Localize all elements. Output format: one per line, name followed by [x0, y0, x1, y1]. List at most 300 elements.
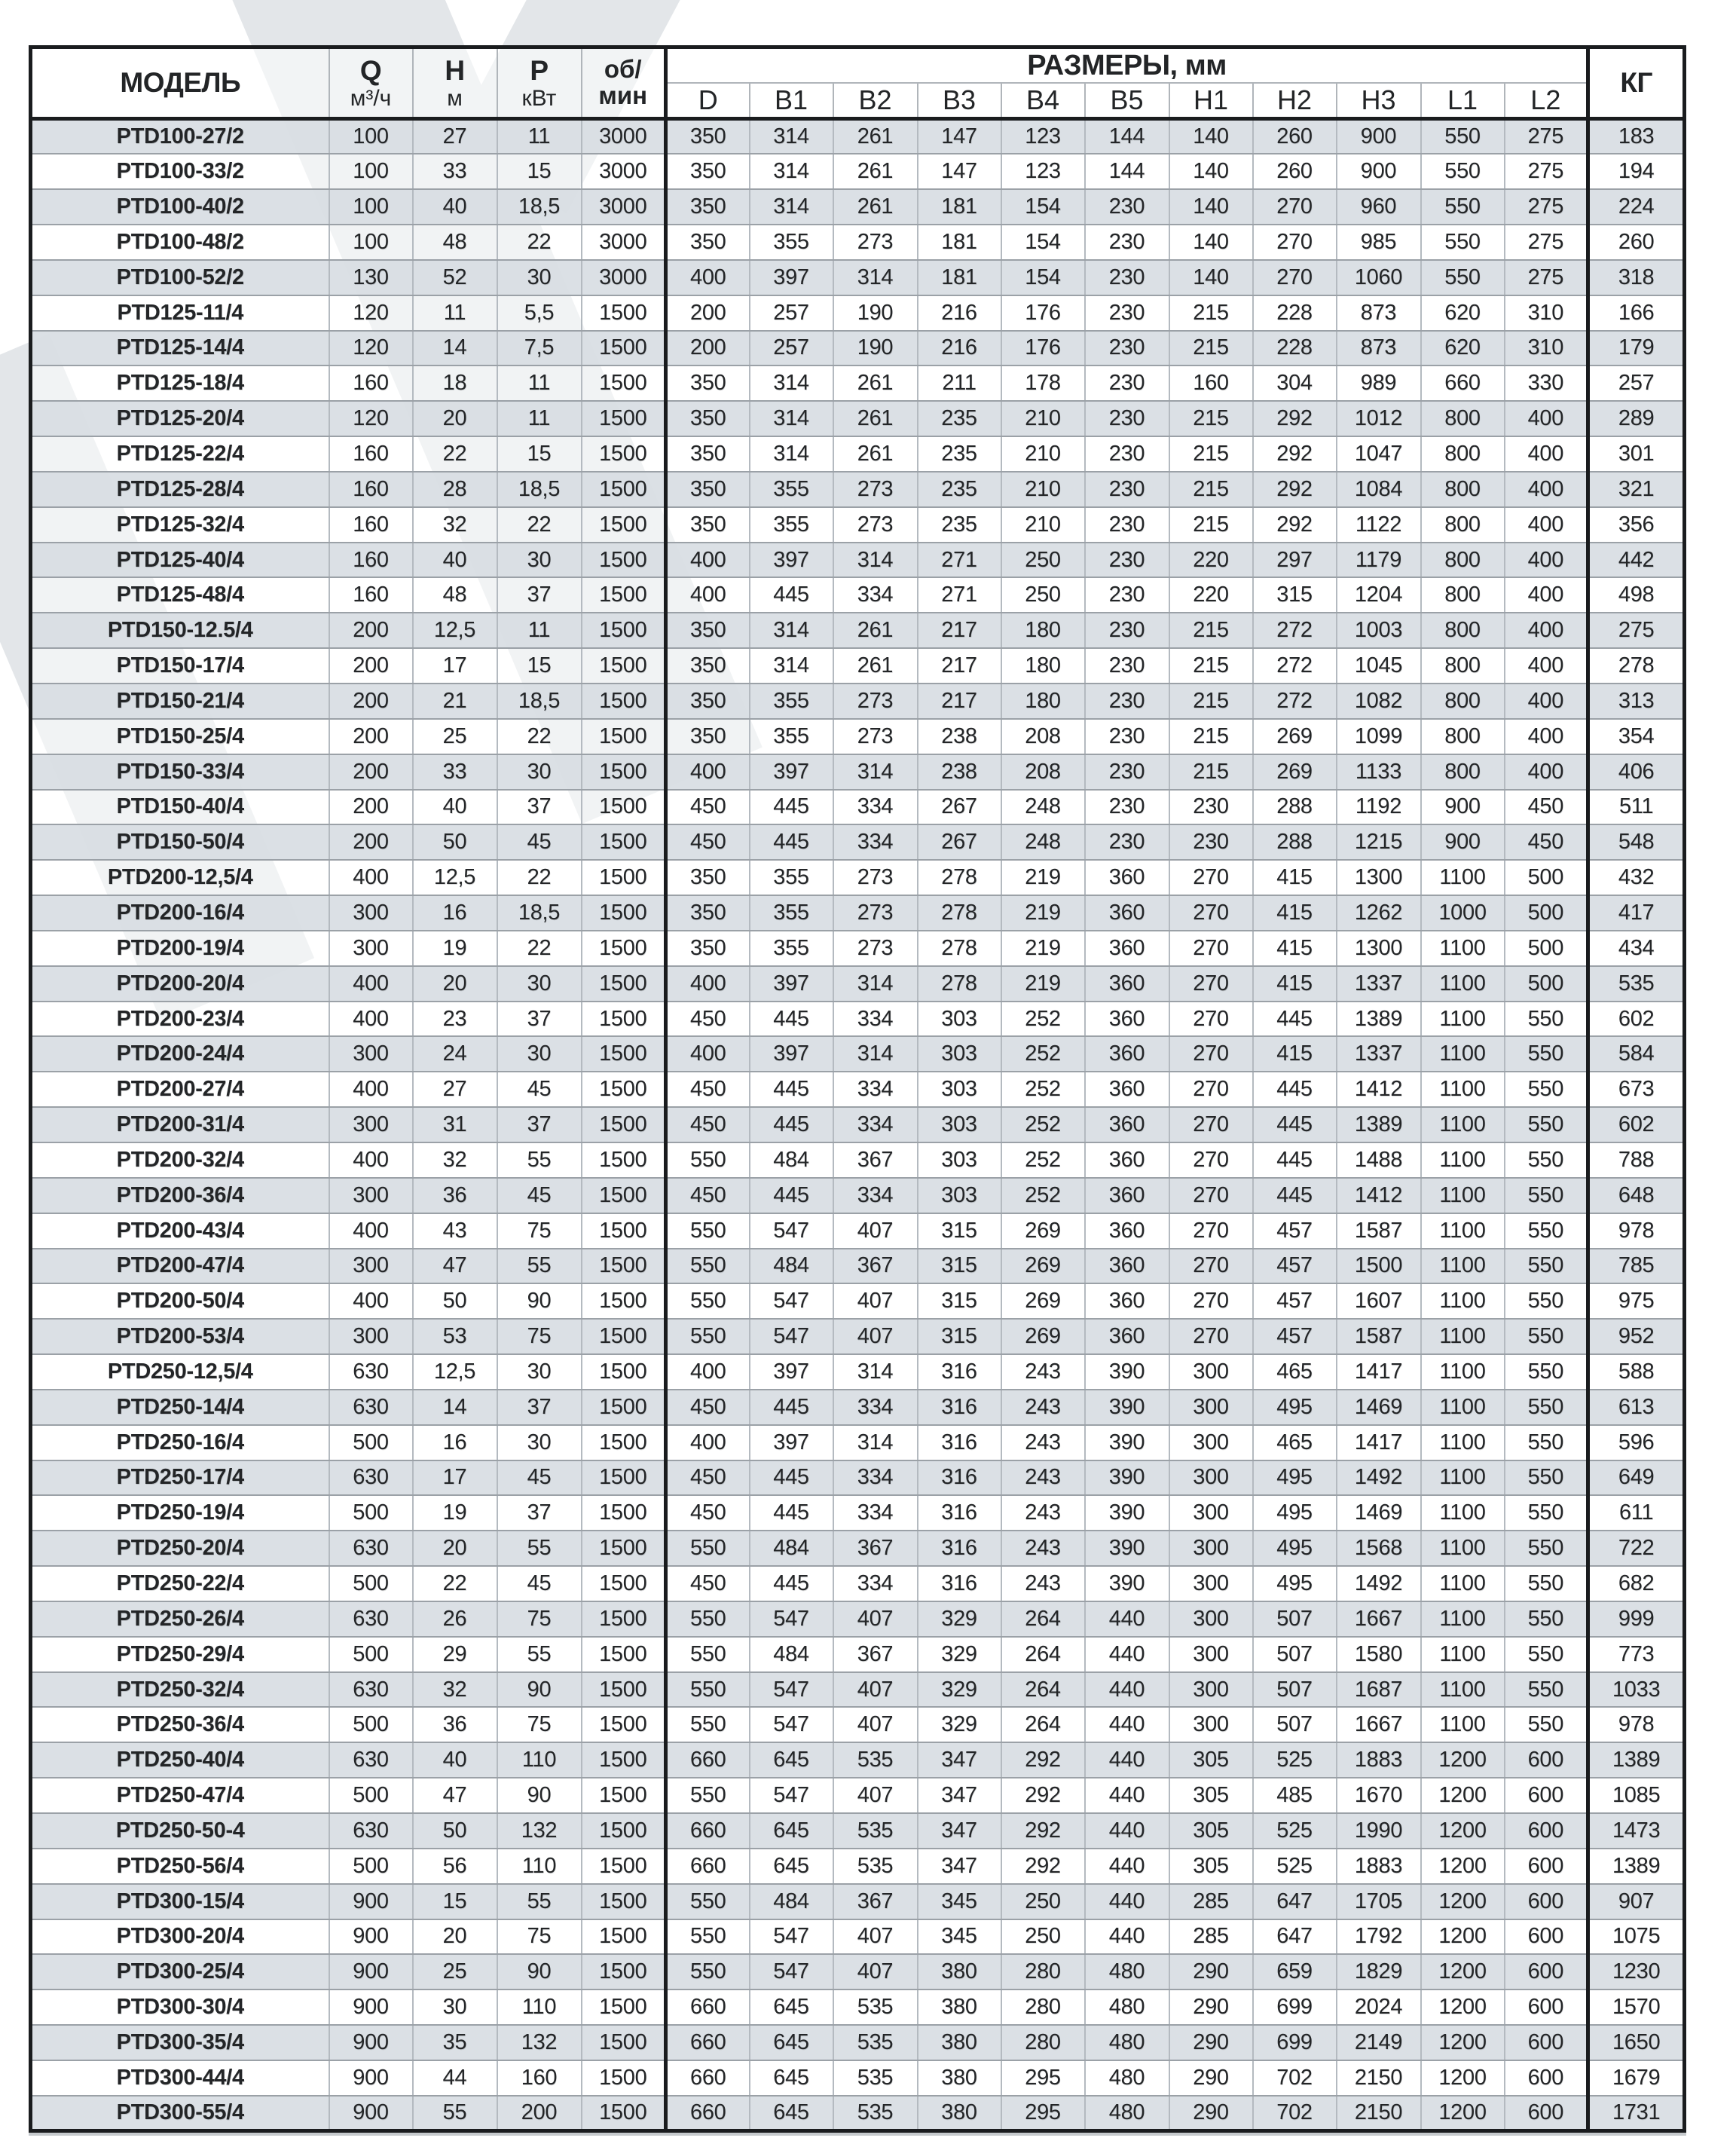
value-cell: 208: [1001, 754, 1085, 790]
value-cell: 547: [750, 1601, 833, 1637]
value-cell: 630: [329, 1354, 413, 1390]
value-cell: 15: [497, 436, 582, 472]
model-cell: PTD125-40/4: [31, 543, 329, 578]
value-cell: 445: [750, 1072, 833, 1107]
model-cell: PTD200-16/4: [31, 895, 329, 931]
value-cell: 415: [1253, 1036, 1337, 1072]
model-cell: PTD150-33/4: [31, 754, 329, 790]
value-cell: 645: [750, 1989, 833, 2025]
value-cell: 1670: [1337, 1778, 1421, 1813]
value-cell: 160: [329, 365, 413, 401]
value-cell: 500: [329, 1566, 413, 1601]
value-cell: 248: [1001, 824, 1085, 860]
value-cell: 1100: [1421, 1566, 1505, 1601]
value-cell: 390: [1085, 1354, 1169, 1390]
value-cell: 208: [1001, 719, 1085, 754]
value-cell: 20: [413, 1531, 497, 1566]
value-cell: 535: [833, 1849, 918, 1884]
value-cell: 270: [1169, 1213, 1253, 1249]
value-cell: 316: [918, 1460, 1001, 1496]
value-cell: 11: [413, 295, 497, 331]
model-cell: PTD125-14/4: [31, 331, 329, 366]
value-cell: 450: [666, 1460, 750, 1496]
value-cell: 350: [666, 401, 750, 436]
model-cell: PTD125-28/4: [31, 472, 329, 507]
value-cell: 290: [1169, 2025, 1253, 2060]
value-cell: 273: [833, 507, 918, 543]
value-cell: 550: [1505, 1354, 1588, 1390]
value-cell: 500: [329, 1425, 413, 1460]
value-cell: 316: [918, 1390, 1001, 1425]
model-cell: PTD250-56/4: [31, 1849, 329, 1884]
value-cell: 400: [1505, 613, 1588, 648]
model-cell: PTD200-36/4: [31, 1178, 329, 1213]
value-cell: 415: [1253, 931, 1337, 966]
value-cell: 355: [750, 719, 833, 754]
value-cell: 350: [666, 507, 750, 543]
value-cell: 1990: [1337, 1813, 1421, 1849]
value-cell: 160: [329, 507, 413, 543]
value-cell: 873: [1337, 295, 1421, 331]
value-cell: 1500: [582, 1460, 666, 1496]
value-cell: 300: [329, 1249, 413, 1284]
value-cell: 1100: [1421, 1178, 1505, 1213]
value-cell: 12,5: [413, 860, 497, 895]
value-cell: 989: [1337, 365, 1421, 401]
value-cell: 20: [413, 966, 497, 1002]
value-cell: 270: [1169, 1142, 1253, 1178]
value-cell: 216: [918, 331, 1001, 366]
value-cell: 535: [833, 2025, 918, 2060]
value-cell: 660: [666, 1742, 750, 1778]
value-cell: 243: [1001, 1390, 1085, 1425]
table-row: [31, 1460, 1685, 1496]
value-cell: 56: [413, 1849, 497, 1884]
value-cell: 1262: [1337, 895, 1421, 931]
value-cell: 360: [1085, 966, 1169, 1002]
value-cell: 17: [413, 648, 497, 684]
value-cell: 1200: [1421, 1778, 1505, 1813]
value-cell: 900: [1421, 824, 1505, 860]
col-header-q: [329, 47, 413, 119]
col-header-l1: L1: [1421, 83, 1505, 119]
value-cell: 800: [1421, 577, 1505, 613]
value-cell: 550: [1505, 1566, 1588, 1601]
value-cell: 495: [1253, 1460, 1337, 1496]
value-cell: 1133: [1337, 754, 1421, 790]
value-cell: 550: [1505, 1178, 1588, 1213]
value-cell: 315: [918, 1249, 1001, 1284]
value-cell: 400: [329, 1142, 413, 1178]
model-cell: PTD125-18/4: [31, 365, 329, 401]
value-cell: 682: [1588, 1566, 1685, 1601]
value-cell: 50: [413, 824, 497, 860]
value-cell: 645: [750, 1813, 833, 1849]
table-row: [31, 895, 1685, 931]
value-cell: 397: [750, 1036, 833, 1072]
value-cell: 360: [1085, 1249, 1169, 1284]
value-cell: 547: [750, 1954, 833, 1989]
value-cell: 1500: [582, 1566, 666, 1601]
value-cell: 243: [1001, 1495, 1085, 1531]
value-cell: 1075: [1588, 1919, 1685, 1955]
value-cell: 230: [1085, 824, 1169, 860]
value-cell: 275: [1505, 225, 1588, 260]
table-row: [31, 1601, 1685, 1637]
value-cell: 450: [666, 1178, 750, 1213]
value-cell: 270: [1169, 860, 1253, 895]
value-cell: 596: [1588, 1425, 1685, 1460]
value-cell: 270: [1169, 1002, 1253, 1037]
value-cell: 334: [833, 1072, 918, 1107]
value-cell: 230: [1085, 754, 1169, 790]
value-cell: 602: [1588, 1002, 1685, 1037]
value-cell: 7,5: [497, 331, 582, 366]
table-row: [31, 1495, 1685, 1531]
col-header-rpm: [582, 47, 666, 119]
value-cell: 30: [497, 1036, 582, 1072]
value-cell: 355: [750, 225, 833, 260]
value-cell: 230: [1085, 436, 1169, 472]
value-cell: 415: [1253, 966, 1337, 1002]
model-cell: PTD300-15/4: [31, 1884, 329, 1919]
model-cell: PTD250-40/4: [31, 1742, 329, 1778]
value-cell: 1568: [1337, 1531, 1421, 1566]
value-cell: 275: [1588, 613, 1685, 648]
value-cell: 1100: [1421, 1142, 1505, 1178]
value-cell: 1500: [582, 754, 666, 790]
value-cell: 354: [1588, 719, 1685, 754]
value-cell: 1100: [1421, 1460, 1505, 1496]
value-cell: 407: [833, 1954, 918, 1989]
value-cell: 30: [413, 1989, 497, 2025]
value-cell: 367: [833, 1249, 918, 1284]
value-cell: 288: [1253, 824, 1337, 860]
value-cell: 314: [750, 401, 833, 436]
value-cell: 800: [1421, 684, 1505, 719]
value-cell: 252: [1001, 1072, 1085, 1107]
value-cell: 1580: [1337, 1637, 1421, 1672]
value-cell: 252: [1001, 1002, 1085, 1037]
value-cell: 1200: [1421, 2096, 1505, 2131]
value-cell: 550: [1421, 154, 1505, 189]
value-cell: 22: [497, 225, 582, 260]
value-cell: 445: [750, 790, 833, 825]
value-cell: 547: [750, 1919, 833, 1955]
value-cell: 550: [1505, 1672, 1588, 1708]
value-cell: 600: [1505, 1849, 1588, 1884]
value-cell: 1100: [1421, 1213, 1505, 1249]
col-group-sizes: РАЗМЕРЫ, мм: [666, 47, 1588, 84]
value-cell: 315: [918, 1213, 1001, 1249]
value-cell: 1829: [1337, 1954, 1421, 1989]
value-cell: 440: [1085, 1849, 1169, 1884]
value-cell: 800: [1421, 436, 1505, 472]
value-cell: 445: [750, 577, 833, 613]
value-cell: 660: [666, 2025, 750, 2060]
value-cell: 3000: [582, 260, 666, 295]
value-cell: 407: [833, 1601, 918, 1637]
value-cell: 500: [329, 1495, 413, 1531]
value-cell: 1389: [1337, 1002, 1421, 1037]
value-cell: 550: [666, 1249, 750, 1284]
value-cell: 217: [918, 684, 1001, 719]
value-cell: 270: [1169, 1178, 1253, 1213]
value-cell: 407: [833, 1213, 918, 1249]
value-cell: 600: [1505, 1919, 1588, 1955]
value-cell: 659: [1253, 1954, 1337, 1989]
value-cell: 314: [833, 966, 918, 1002]
value-cell: 440: [1085, 1813, 1169, 1849]
value-cell: 400: [329, 966, 413, 1002]
value-cell: 355: [750, 507, 833, 543]
value-cell: 1792: [1337, 1919, 1421, 1955]
value-cell: 238: [918, 754, 1001, 790]
table-row: [31, 1989, 1685, 2025]
value-cell: 985: [1337, 225, 1421, 260]
value-cell: 450: [666, 1002, 750, 1037]
value-cell: 1500: [582, 507, 666, 543]
value-cell: 1679: [1588, 2060, 1685, 2096]
value-cell: 535: [1588, 966, 1685, 1002]
value-cell: 900: [329, 2025, 413, 2060]
model-cell: PTD200-27/4: [31, 1072, 329, 1107]
value-cell: 495: [1253, 1531, 1337, 1566]
value-cell: 660: [666, 1849, 750, 1884]
value-cell: 315: [918, 1283, 1001, 1319]
value-cell: 220: [1169, 577, 1253, 613]
table-row: [31, 1036, 1685, 1072]
value-cell: 1060: [1337, 260, 1421, 295]
table-row: [31, 1002, 1685, 1037]
value-cell: 800: [1421, 754, 1505, 790]
value-cell: 90: [497, 1778, 582, 1813]
value-cell: 548: [1588, 824, 1685, 860]
value-cell: 110: [497, 1849, 582, 1884]
value-cell: 300: [1169, 1566, 1253, 1601]
value-cell: 55: [497, 1637, 582, 1672]
value-cell: 525: [1253, 1813, 1337, 1849]
value-cell: 230: [1085, 577, 1169, 613]
table-row: [31, 436, 1685, 472]
value-cell: 350: [666, 225, 750, 260]
value-cell: 334: [833, 824, 918, 860]
value-cell: 550: [1421, 189, 1505, 225]
value-cell: 407: [833, 1919, 918, 1955]
value-cell: 445: [1253, 1107, 1337, 1142]
value-cell: 550: [1505, 1107, 1588, 1142]
value-cell: 45: [497, 1460, 582, 1496]
value-cell: 50: [413, 1283, 497, 1319]
col-header-h2: H2: [1253, 83, 1337, 119]
value-cell: 440: [1085, 1637, 1169, 1672]
value-cell: 235: [918, 507, 1001, 543]
value-cell: 397: [750, 260, 833, 295]
value-cell: 547: [750, 1778, 833, 1813]
value-cell: 1192: [1337, 790, 1421, 825]
value-cell: 215: [1169, 331, 1253, 366]
value-cell: 30: [497, 260, 582, 295]
value-cell: 1100: [1421, 931, 1505, 966]
value-cell: 498: [1588, 577, 1685, 613]
value-cell: 525: [1253, 1742, 1337, 1778]
value-cell: 280: [1001, 2025, 1085, 2060]
value-cell: 1500: [582, 684, 666, 719]
value-cell: 228: [1253, 295, 1337, 331]
value-cell: 315: [1253, 577, 1337, 613]
value-cell: 292: [1001, 1778, 1085, 1813]
value-cell: 400: [329, 1072, 413, 1107]
value-cell: 400: [1505, 472, 1588, 507]
value-cell: 334: [833, 1178, 918, 1213]
value-cell: 1500: [582, 1919, 666, 1955]
q-unit: м³/ч: [350, 86, 392, 112]
value-cell: 181: [918, 260, 1001, 295]
value-cell: 219: [1001, 966, 1085, 1002]
value-cell: 1469: [1337, 1495, 1421, 1531]
value-cell: 1099: [1337, 719, 1421, 754]
value-cell: 1500: [582, 931, 666, 966]
pump-dimensions-table: [29, 45, 1686, 2133]
value-cell: 40: [413, 189, 497, 225]
value-cell: 264: [1001, 1707, 1085, 1742]
model-cell: PTD150-50/4: [31, 824, 329, 860]
value-cell: 219: [1001, 895, 1085, 931]
value-cell: 1607: [1337, 1283, 1421, 1319]
value-cell: 1500: [582, 1637, 666, 1672]
table-row: [31, 2060, 1685, 2096]
table-row: [31, 1531, 1685, 1566]
value-cell: 660: [1421, 365, 1505, 401]
value-cell: 261: [833, 613, 918, 648]
value-cell: 450: [666, 1495, 750, 1531]
value-cell: 390: [1085, 1531, 1169, 1566]
table-row: [31, 860, 1685, 895]
value-cell: 500: [329, 1849, 413, 1884]
value-cell: 550: [666, 1884, 750, 1919]
value-cell: 900: [329, 1989, 413, 2025]
value-cell: 1500: [582, 966, 666, 1002]
value-cell: 445: [750, 824, 833, 860]
table-row: [31, 119, 1685, 154]
model-cell: PTD150-25/4: [31, 719, 329, 754]
value-cell: 407: [833, 1672, 918, 1708]
value-cell: 367: [833, 1637, 918, 1672]
value-cell: 360: [1085, 860, 1169, 895]
value-cell: 37: [497, 1107, 582, 1142]
value-cell: 445: [750, 1460, 833, 1496]
value-cell: 356: [1588, 507, 1685, 543]
value-cell: 380: [918, 1989, 1001, 2025]
value-cell: 1500: [582, 1778, 666, 1813]
value-cell: 147: [918, 119, 1001, 154]
value-cell: 440: [1085, 1919, 1169, 1955]
value-cell: 275: [1505, 119, 1588, 154]
value-cell: 120: [329, 331, 413, 366]
value-cell: 647: [1253, 1884, 1337, 1919]
value-cell: 1045: [1337, 648, 1421, 684]
value-cell: 1100: [1421, 1319, 1505, 1354]
value-cell: 1883: [1337, 1849, 1421, 1884]
value-cell: 600: [1505, 1813, 1588, 1849]
value-cell: 334: [833, 1107, 918, 1142]
value-cell: 440: [1085, 1672, 1169, 1708]
value-cell: 3000: [582, 154, 666, 189]
value-cell: 200: [329, 824, 413, 860]
value-cell: 400: [1505, 507, 1588, 543]
value-cell: 28: [413, 472, 497, 507]
model-cell: PTD300-55/4: [31, 2096, 329, 2131]
value-cell: 417: [1588, 895, 1685, 931]
model-cell: PTD250-36/4: [31, 1707, 329, 1742]
value-cell: 355: [750, 931, 833, 966]
value-cell: 457: [1253, 1213, 1337, 1249]
table-row: [31, 613, 1685, 648]
value-cell: 272: [1253, 684, 1337, 719]
table-row: [31, 1672, 1685, 1708]
value-cell: 329: [918, 1637, 1001, 1672]
value-cell: 1100: [1421, 1425, 1505, 1460]
table-body: [31, 119, 1685, 2131]
value-cell: 500: [1505, 895, 1588, 931]
value-cell: 660: [666, 2096, 750, 2131]
value-cell: 1500: [582, 1849, 666, 1884]
value-cell: 271: [918, 543, 1001, 578]
model-cell: PTD125-48/4: [31, 577, 329, 613]
value-cell: 45: [497, 1072, 582, 1107]
value-cell: 273: [833, 931, 918, 966]
model-cell: PTD100-52/2: [31, 260, 329, 295]
value-cell: 154: [1001, 225, 1085, 260]
value-cell: 272: [1253, 648, 1337, 684]
value-cell: 350: [666, 895, 750, 931]
model-cell: PTD200-19/4: [31, 931, 329, 966]
value-cell: 345: [918, 1919, 1001, 1955]
value-cell: 547: [750, 1707, 833, 1742]
value-cell: 495: [1253, 1495, 1337, 1531]
model-cell: PTD100-48/2: [31, 225, 329, 260]
value-cell: 660: [666, 1813, 750, 1849]
value-cell: 550: [1505, 1072, 1588, 1107]
value-cell: 300: [1169, 1354, 1253, 1390]
value-cell: 303: [918, 1107, 1001, 1142]
model-cell: PTD100-40/2: [31, 189, 329, 225]
value-cell: 300: [1169, 1425, 1253, 1460]
value-cell: 457: [1253, 1319, 1337, 1354]
value-cell: 400: [329, 1213, 413, 1249]
value-cell: 27: [413, 119, 497, 154]
value-cell: 316: [918, 1566, 1001, 1601]
value-cell: 434: [1588, 931, 1685, 966]
value-cell: 480: [1085, 2060, 1169, 2096]
value-cell: 305: [1169, 1778, 1253, 1813]
value-cell: 130: [329, 260, 413, 295]
value-cell: 900: [1337, 119, 1421, 154]
value-cell: 1100: [1421, 1072, 1505, 1107]
value-cell: 800: [1421, 401, 1505, 436]
value-cell: 315: [918, 1319, 1001, 1354]
model-cell: PTD200-50/4: [31, 1283, 329, 1319]
value-cell: 120: [329, 295, 413, 331]
value-cell: 1500: [582, 2025, 666, 2060]
value-cell: 140: [1169, 260, 1253, 295]
value-cell: 495: [1253, 1566, 1337, 1601]
value-cell: 160: [329, 577, 413, 613]
value-cell: 1587: [1337, 1319, 1421, 1354]
value-cell: 55: [497, 1249, 582, 1284]
value-cell: 1100: [1421, 860, 1505, 895]
value-cell: 645: [750, 1742, 833, 1778]
